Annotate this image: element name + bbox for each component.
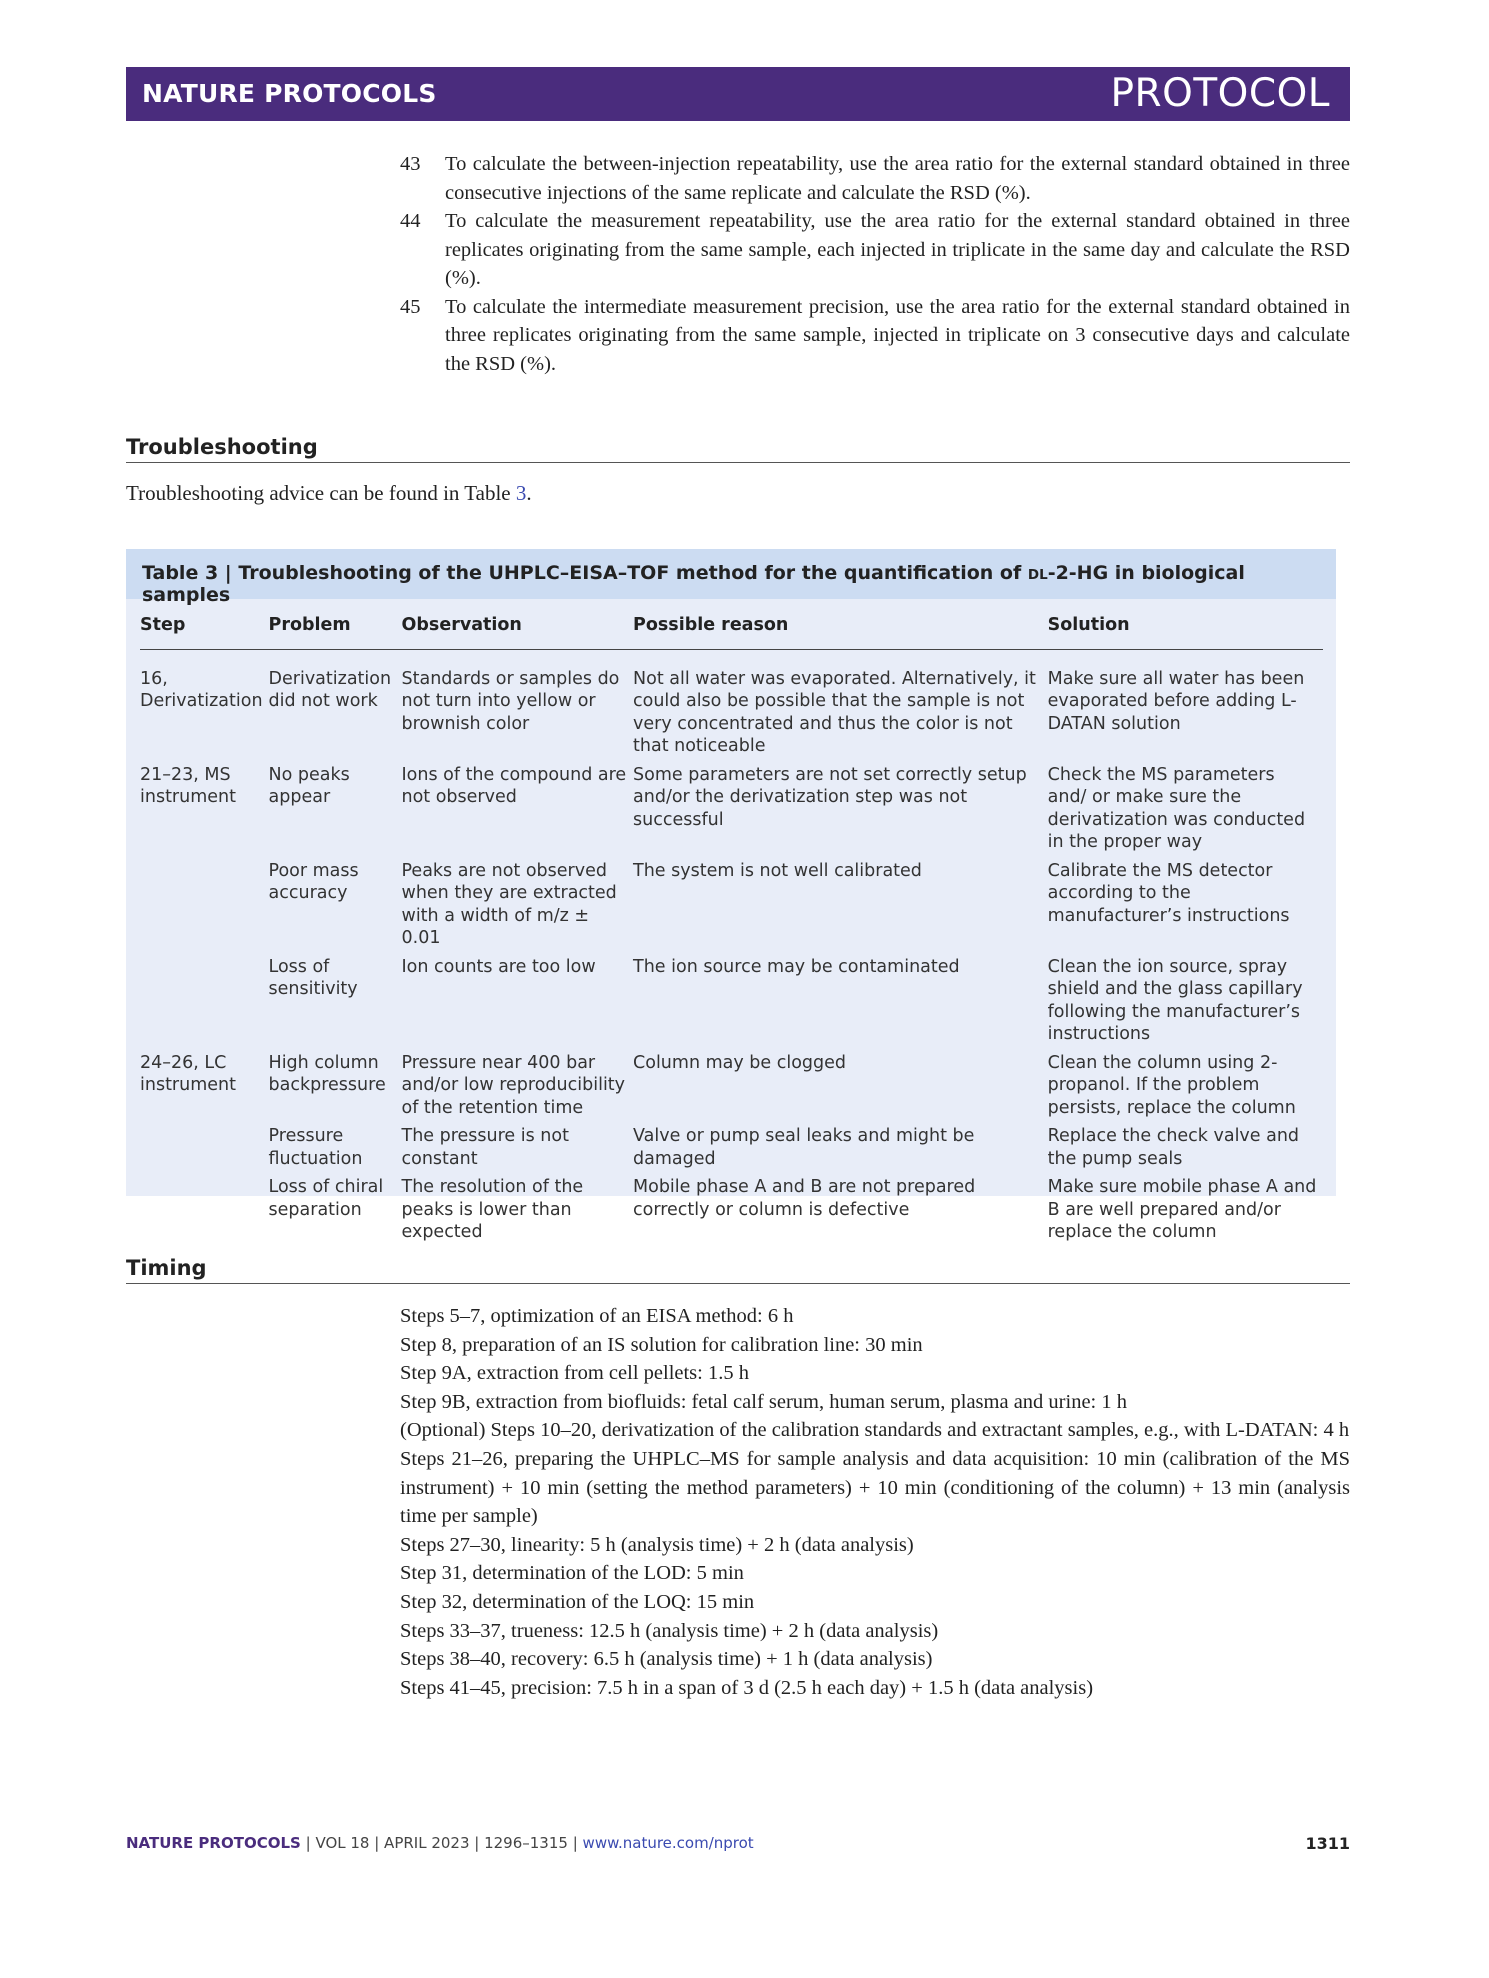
- cell-step: 24–26, LC instrument: [140, 1052, 236, 1095]
- header-problem: Problem: [269, 607, 402, 649]
- cell-solution: Check the MS parameters and/ or make sure the derivatization was conducted in the proper way: [1047, 764, 1306, 852]
- timing-item: Steps 33–37, trueness: 12.5 h (analysis time) + 2 h (data analysis): [400, 1619, 939, 1642]
- cell-reason: The system is not well calibrated: [633, 860, 922, 881]
- timing-item: Step 31, determination of the LOD: 5 min: [400, 1562, 744, 1585]
- cell-observation: The resolution of the peaks is lower than expected: [401, 1177, 584, 1242]
- header-observation: Observation: [402, 607, 634, 649]
- cell-solution: Make sure mobile phase A and B are well prepared and/or replace the column: [1047, 1177, 1317, 1242]
- troubleshooting-table-box: [126, 549, 1336, 1242]
- table-row: [140, 1125, 1323, 1176]
- footer-citation: | VOL 18 | APRIL 2023 | 1296–1315 |: [305, 1834, 578, 1852]
- cell-step: [140, 1176, 269, 1250]
- procedure-step: [400, 293, 1350, 379]
- table-row: [140, 1052, 1323, 1126]
- cell-step: 21–23, MS instrument: [140, 764, 236, 807]
- cell-problem: Loss of sensitivity: [268, 956, 358, 999]
- timing-item: Steps 27–30, linearity: 5 h (analysis time) + 2 h (data analysis): [400, 1533, 914, 1556]
- header-solution: Solution: [1048, 607, 1323, 649]
- cell-solution: Replace the check valve and the pump seals: [1047, 1126, 1300, 1169]
- cell-solution: Clean the ion source, spray shield and the glass capillary following the manufacturer’s instructions: [1047, 956, 1303, 1044]
- timing-item: (Optional) Steps 10–20, derivatization of the calibration standards and extractant samples, e.g., with L-DATAN: 4 h: [400, 1419, 1350, 1442]
- journal-header-bar: [126, 67, 1350, 121]
- cell-step: [140, 956, 269, 1052]
- procedure-steps: [400, 150, 1350, 378]
- cell-solution: Calibrate the MS detector according to the manufacturer’s instructions: [1047, 860, 1290, 926]
- timing-list: [400, 1302, 1350, 1702]
- cell-problem: Loss of chiral separation: [268, 1177, 384, 1220]
- table-reference-link[interactable]: 3: [515, 481, 527, 505]
- cell-problem: High column backpressure: [268, 1052, 386, 1095]
- procedure-step: [400, 150, 1350, 207]
- cell-reason: Valve or pump seal leaks and might be damaged: [633, 1126, 975, 1169]
- table-row: [140, 860, 1323, 956]
- timing-item: Steps 5–7, optimization of an EISA method: 6 h: [400, 1305, 794, 1327]
- table-caption: [126, 549, 1336, 606]
- cell-observation: Ions of the compound are not observed: [401, 764, 627, 807]
- troubleshooting-heading: Troubleshooting: [126, 435, 1350, 463]
- cell-reason: The ion source may be contaminated: [633, 956, 960, 977]
- step-text: To calculate the intermediate measurement precision, use the area ratio for the external standard obtained in three replicates originating from the same sample, injected in triplicate on 3 consecutive days and calculate the RSD (%).: [445, 295, 1350, 375]
- cell-observation: Peaks are not observed when they are extracted with a width of m/z ± 0.01: [401, 860, 617, 948]
- footer-journal: NATURE PROTOCOLS: [126, 1834, 301, 1852]
- cell-solution: Make sure all water has been evaporated before adding L-DATAN solution: [1047, 668, 1305, 734]
- step-number: 43: [400, 153, 421, 175]
- cell-step: [140, 860, 269, 956]
- cell-problem: Pressure fluctuation: [268, 1126, 363, 1169]
- cell-problem: No peaks appear: [268, 764, 350, 807]
- cell-problem: Poor mass accuracy: [268, 860, 359, 903]
- page-footer: [126, 1834, 1350, 1852]
- table-row: [140, 764, 1323, 860]
- step-number: 45: [400, 295, 421, 318]
- cell-reason: Column may be clogged: [633, 1052, 847, 1073]
- intro-text-end: .: [526, 481, 532, 505]
- table-row: [140, 649, 1323, 764]
- table-row: [140, 956, 1323, 1052]
- table-header-row: [140, 607, 1323, 649]
- page-number: 1311: [1305, 1834, 1350, 1853]
- cell-observation: Ion counts are too low: [401, 956, 596, 977]
- troubleshooting-intro: [126, 481, 532, 506]
- cell-step: [140, 1125, 269, 1176]
- step-text: To calculate the between-injection repeatability, use the area ratio for the external standard obtained in three consecutive injections of the same replicate and calculate the RSD (%).: [445, 153, 1350, 204]
- table-row: [140, 1176, 1323, 1250]
- troubleshooting-table: [140, 607, 1323, 1250]
- cell-observation: Standards or samples do not turn into yellow or brownish color: [401, 668, 620, 734]
- header-possible-reason: Possible reason: [633, 607, 1048, 649]
- caption-smallcaps: DL: [1027, 567, 1048, 583]
- cell-problem: Derivatization did not work: [268, 668, 392, 711]
- cell-reason: Some parameters are not set correctly setup and/or the derivatization step was not successful: [633, 764, 1027, 830]
- caption-text: Table 3 | Troubleshooting of the UHPLC–EISA–TOF method for the quantification of: [142, 562, 1028, 584]
- step-number: 44: [400, 210, 421, 232]
- header-step: Step: [140, 607, 269, 649]
- timing-item: Step 9B, extraction from biofluids: fetal calf serum, human serum, plasma and urine: 1 h: [400, 1390, 1127, 1413]
- cell-observation: The pressure is not constant: [401, 1126, 569, 1169]
- document-type: PROTOCOL: [1110, 71, 1330, 116]
- footer-url-link[interactable]: www.nature.com/nprot: [582, 1834, 754, 1852]
- timing-item: Step 8, preparation of an IS solution for calibration line: 30 min: [400, 1333, 923, 1356]
- timing-item: Steps 21–26, preparing the UHPLC–MS for sample analysis and data acquisition: 10 min (calibration of the MS instrument) + 10 min (setting the method parameters) + 10 min (conditioning of the column) + 13 min (analysis time per sample): [400, 1447, 1350, 1528]
- cell-reason: Mobile phase A and B are not prepared correctly or column is defective: [633, 1177, 976, 1220]
- caption-text-end: -2-HG in biological samples: [142, 562, 1245, 606]
- procedure-step: [400, 207, 1350, 293]
- timing-heading: Timing: [126, 1256, 1350, 1284]
- timing-item: Step 9A, extraction from cell pellets: 1.5 h: [400, 1362, 749, 1385]
- timing-item: Steps 38–40, recovery: 6.5 h (analysis time) + 1 h (data analysis): [400, 1648, 933, 1671]
- cell-step: 16, Derivatization: [140, 668, 263, 711]
- cell-solution: Clean the column using 2-propanol. If the problem persists, replace the column: [1047, 1052, 1296, 1118]
- journal-name: NATURE PROTOCOLS: [142, 79, 437, 108]
- timing-item: Steps 41–45, precision: 7.5 h in a span of 3 d (2.5 h each day) + 1.5 h (data analysis): [400, 1676, 1094, 1699]
- step-text: To calculate the measurement repeatability, use the area ratio for the external standard obtained in three replicates originating from the same sample, each injected in triplicate in the same day and calculate the RSD (%).: [445, 210, 1350, 289]
- intro-text: Troubleshooting advice can be found in Table: [126, 481, 516, 505]
- cell-reason: Not all water was evaporated. Alternatively, it could also be possible that the sample is not very concentrated and thus the color is not that noticeable: [633, 668, 1036, 756]
- cell-observation: Pressure near 400 bar and/or low reproducibility of the retention time: [401, 1052, 626, 1118]
- timing-item: Step 32, determination of the LOQ: 15 min: [400, 1590, 755, 1613]
